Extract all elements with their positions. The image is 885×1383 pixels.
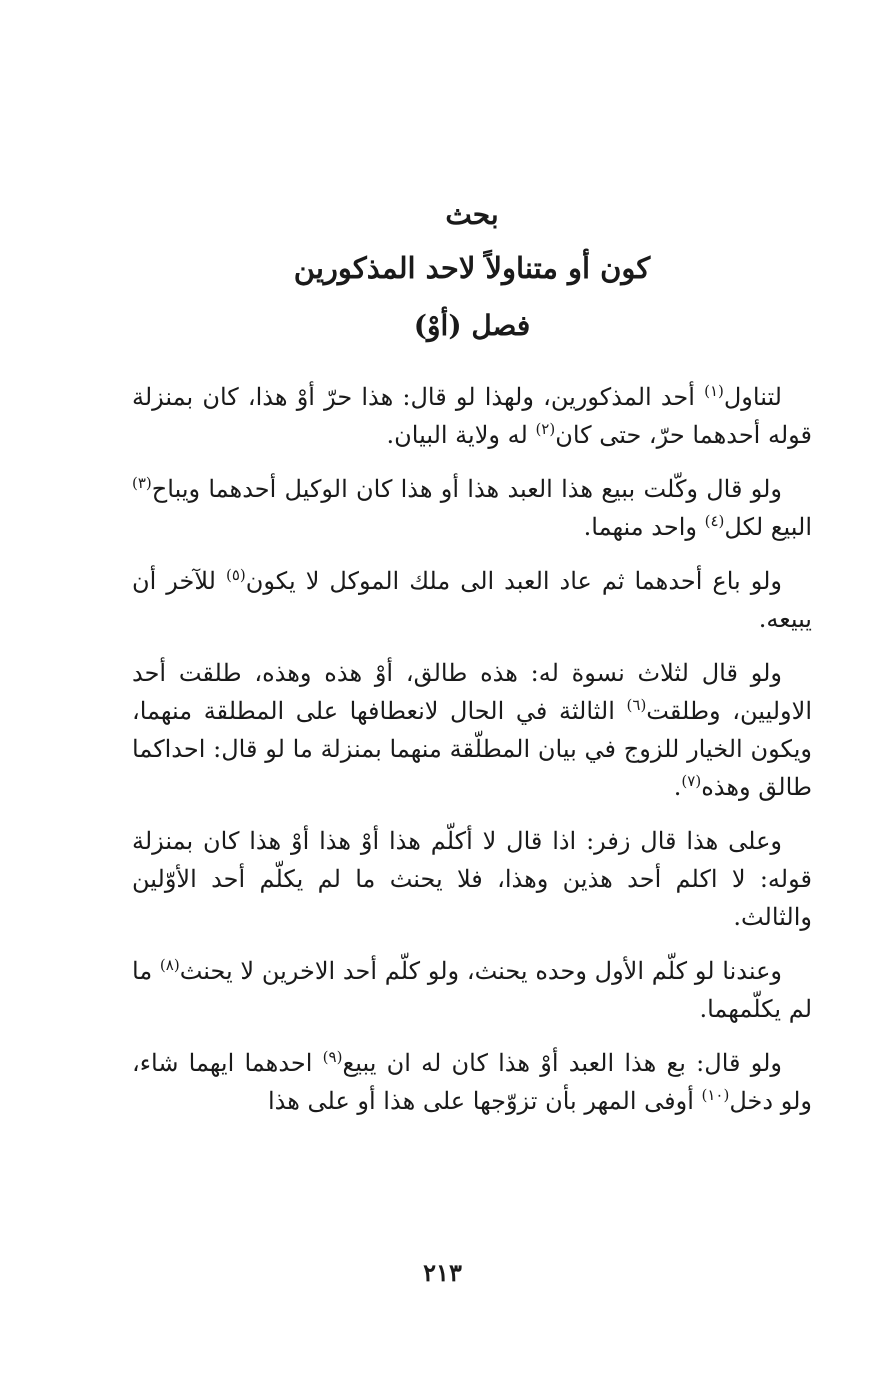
text-body — [132, 378, 812, 1120]
footnote-marker: (٢) — [535, 420, 556, 438]
chapter-subtitle: كون أو متناولاً لاحد المذكورين — [293, 251, 651, 285]
paragraph-text: أحد المذكورين، ولهذا لو قال: هذا حرّ أوْ هذا، كان بمنزلة قوله أحدهما حرّ، حتى كان — [132, 383, 812, 449]
paragraph-text: ولو قال وكّلت ببيع هذا العبد هذا أو هذا كان الوكيل أحدهما ويباح — [151, 475, 782, 503]
paragraph-text: ولو قال: بع هذا العبد أوْ هذا كان له ان يبيع — [342, 1049, 783, 1077]
paragraph — [132, 562, 812, 638]
chapter-title: بحث — [445, 198, 499, 231]
paragraph — [132, 378, 812, 454]
page-body — [132, 190, 812, 1136]
paragraph — [132, 822, 812, 936]
paragraph-text: البيع لكل — [724, 513, 812, 541]
paragraph-text: له ولاية البيان. — [386, 421, 536, 449]
paragraph-text: . — [673, 773, 682, 801]
paragraph-text: احدهما ايهما شاء، ولو دخل — [132, 1049, 812, 1115]
footnote-marker: (٩) — [322, 1048, 343, 1066]
paragraph-text: وعلى هذا قال زفر: اذا قال لا أكلّم هذا أوْ هذا أوْ هذا كان بمنزلة قوله: لا اكلم أحد هذين وهذا، فلا يحنث ما لم يكلّم أحد الأوّلين والثالث. — [132, 827, 812, 931]
footnote-marker: (٦) — [626, 696, 647, 714]
paragraph — [132, 952, 812, 1028]
footnote-marker: (٥) — [225, 566, 246, 584]
paragraph-text: ولو قال لثلاث نسوة له: هذه طالق، أوْ هذه وهذه، طلقت أحد الاولیین، وطلقت — [132, 659, 812, 725]
paragraph-text: الثالثة في الحال لانعطافها على المطلقة منهما، ويكون الخيار للزوج في بيان المطلّقة منهما بمنزلة ما لو قال: احداكما طالق وهذه — [132, 697, 812, 801]
paragraph-text: وعندنا لو كلّم الأول وحده يحنث، ولو كلّم أحد الاخرين لا يحنث — [179, 957, 783, 985]
footnote-marker: (١) — [704, 382, 724, 400]
paragraph-text: أوفى المهر بأن تزوّجها على هذا أو على هذا — [267, 1087, 702, 1115]
paragraph-text: واحد منهما. — [583, 513, 705, 541]
footnote-marker: (٨) — [159, 956, 180, 974]
section-title: فصل (أوْ) — [413, 309, 531, 342]
paragraph-text: ما لم يكلّمهما. — [132, 957, 812, 1023]
footnote-marker: (٧) — [681, 772, 702, 790]
footnote-marker: (٤) — [704, 512, 725, 530]
paragraph — [132, 654, 812, 806]
page-number: ٢١٣ — [423, 1258, 462, 1287]
footnote-marker: (١٠) — [701, 1086, 730, 1104]
footnote-marker: (٣) — [132, 474, 152, 492]
paragraph — [132, 470, 812, 546]
paragraph-text: للآخر أن يبيعه. — [132, 567, 812, 633]
paragraph-text: لتناول — [723, 383, 782, 411]
paragraph-text: ولو باع أحدهما ثم عاد العبد الى ملك الموكل لا يكون — [245, 567, 782, 595]
paragraph — [132, 1044, 812, 1120]
